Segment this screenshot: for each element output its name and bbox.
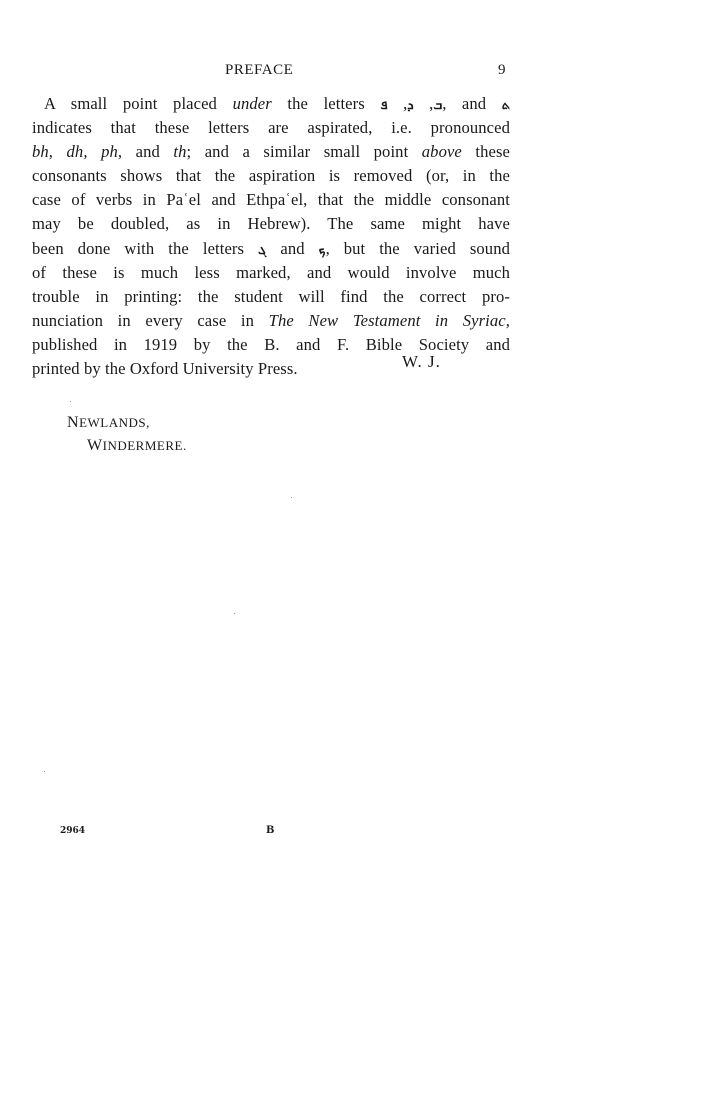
paper-speck — [70, 401, 71, 402]
syriac-letter: ܕ — [407, 98, 414, 113]
syriac-letter: ܒ — [433, 98, 443, 113]
address-line-windermere — [67, 434, 187, 457]
text-run: A small point placed — [44, 94, 233, 113]
text-run: may be doubled, as in Hebrew). The same might have — [32, 214, 510, 234]
paper-speck — [291, 497, 292, 498]
text-run: and — [266, 238, 319, 258]
address-line-1-rest: EWLANDS, — [79, 415, 150, 430]
text-run: printed by the Oxford University Press. — [32, 359, 298, 379]
text-run: ; and a similar small point — [186, 142, 422, 162]
page-number: 9 — [498, 62, 506, 78]
text-run: the letters — [271, 94, 381, 113]
text-line — [32, 237, 510, 261]
text-line — [32, 140, 510, 164]
syriac-letter: ܦ — [380, 98, 388, 113]
text-run: published in 1919 by the B. and F. Bible Society and — [32, 334, 510, 354]
italic-run: above — [421, 142, 462, 162]
print-code: 2964 — [60, 826, 86, 836]
syriac-letter: ܟ — [318, 242, 326, 258]
italic-run: under — [232, 94, 272, 113]
italic-run: The New Testament in Syriac, — [268, 310, 510, 330]
author-initials: W. J. — [402, 352, 441, 371]
syriac-letter: ܓ — [258, 242, 267, 258]
text-run: and — [122, 142, 174, 162]
text-run: , but the varied sound — [325, 238, 510, 258]
text-line — [32, 212, 510, 236]
text-run: , — [387, 94, 408, 113]
syriac-letter: ܬ — [501, 98, 511, 113]
gathering-signature-letter: B — [266, 825, 275, 836]
italic-run: th — [173, 142, 187, 162]
text-run: , and — [442, 94, 502, 113]
text-line — [32, 188, 510, 212]
text-line — [32, 309, 510, 333]
address-block — [67, 411, 187, 457]
text-line — [32, 92, 510, 116]
paper-speck — [44, 771, 45, 772]
paper-speck — [234, 613, 235, 614]
running-title: PREFACE — [225, 62, 294, 78]
text-line — [32, 116, 510, 140]
text-run: indicates that these letters are aspirated, i.e. pronounced — [32, 118, 510, 138]
running-head — [0, 62, 710, 84]
text-run: of these is much less marked, and would involve much — [32, 262, 510, 282]
printer-signature-line — [0, 823, 710, 839]
text-line — [32, 164, 510, 188]
text-run: these — [461, 142, 510, 162]
address-line-1-initial: N — [67, 414, 80, 431]
text-run: consonants shows that the aspiration is removed (or, in the — [32, 166, 510, 186]
text-line — [32, 261, 510, 285]
text-run: nunciation in every case in — [32, 310, 269, 330]
text-run: trouble in printing: the student will find the correct pro- — [32, 286, 510, 306]
italic-run: bh, dh, ph, — [32, 142, 123, 162]
address-line-2-initial: W — [87, 437, 103, 454]
preface-paragraph — [32, 92, 510, 381]
text-line — [32, 285, 510, 309]
address-line-newlands — [67, 411, 187, 434]
text-run: , — [413, 94, 434, 113]
address-line-2-rest: INDERMERE. — [102, 438, 187, 453]
text-run: case of verbs in Paʿel and Ethpaʿel, that the middle consonant — [32, 190, 510, 210]
text-run: been done with the letters — [32, 238, 259, 258]
